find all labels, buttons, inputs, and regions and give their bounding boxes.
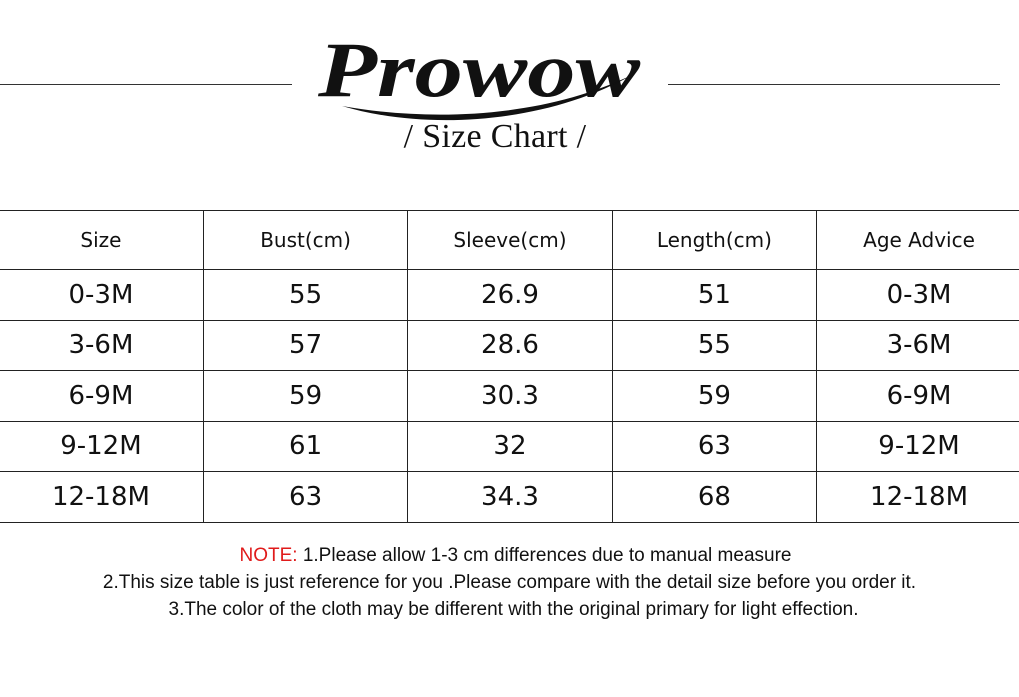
table-header-row [0, 211, 1019, 270]
cell-bust: 63 [203, 472, 407, 523]
table-row [0, 472, 1019, 523]
cell-length: 55 [612, 320, 816, 371]
cell-age-advice: 3-6M [817, 320, 1019, 371]
header-bust: Bust(cm) [203, 211, 407, 270]
brand-name: Prowow [316, 26, 642, 113]
cell-sleeve: 32 [408, 421, 612, 472]
table-row [0, 421, 1019, 472]
table-row [0, 320, 1019, 371]
brand-logo [312, 18, 652, 128]
cell-size: 6-9M [0, 371, 203, 422]
cell-size: 0-3M [0, 270, 203, 321]
cell-size: 12-18M [0, 472, 203, 523]
cell-sleeve: 28.6 [408, 320, 612, 371]
cell-size: 3-6M [0, 320, 203, 371]
notes-block [0, 542, 1019, 623]
header-length: Length(cm) [612, 211, 816, 270]
table-row [0, 270, 1019, 321]
cell-sleeve: 30.3 [408, 371, 612, 422]
note-label: NOTE: [239, 545, 298, 566]
cell-age-advice: 0-3M [817, 270, 1019, 321]
table-row [0, 371, 1019, 422]
header-rule-right [668, 84, 1000, 85]
header-sleeve: Sleeve(cm) [408, 211, 612, 270]
note-line-3: 3.The color of the cloth may be different with the original primary for light effection. [168, 599, 859, 620]
header-rule-left [0, 84, 292, 85]
header-size: Size [0, 211, 203, 270]
cell-age-advice: 12-18M [817, 472, 1019, 523]
cell-length: 59 [612, 371, 816, 422]
cell-length: 68 [612, 472, 816, 523]
cell-bust: 61 [203, 421, 407, 472]
cell-size: 9-12M [0, 421, 203, 472]
cell-sleeve: 26.9 [408, 270, 612, 321]
note-line-1 [0, 542, 1019, 569]
cell-bust: 59 [203, 371, 407, 422]
cell-age-advice: 6-9M [817, 371, 1019, 422]
note-text-1: 1.Please allow 1-3 cm differences due to manual measure [297, 545, 792, 566]
cell-age-advice: 9-12M [817, 421, 1019, 472]
note-line-2: 2.This size table is just reference for you .Please compare with the detail size before you order it. [102, 572, 917, 593]
page-subtitle: / Size Chart / [403, 118, 587, 155]
cell-bust: 57 [203, 320, 407, 371]
header-age-advice: Age Advice [817, 211, 1019, 270]
cell-sleeve: 34.3 [408, 472, 612, 523]
cell-length: 51 [612, 270, 816, 321]
size-chart-table [0, 210, 1019, 523]
cell-length: 63 [612, 421, 816, 472]
cell-bust: 55 [203, 270, 407, 321]
